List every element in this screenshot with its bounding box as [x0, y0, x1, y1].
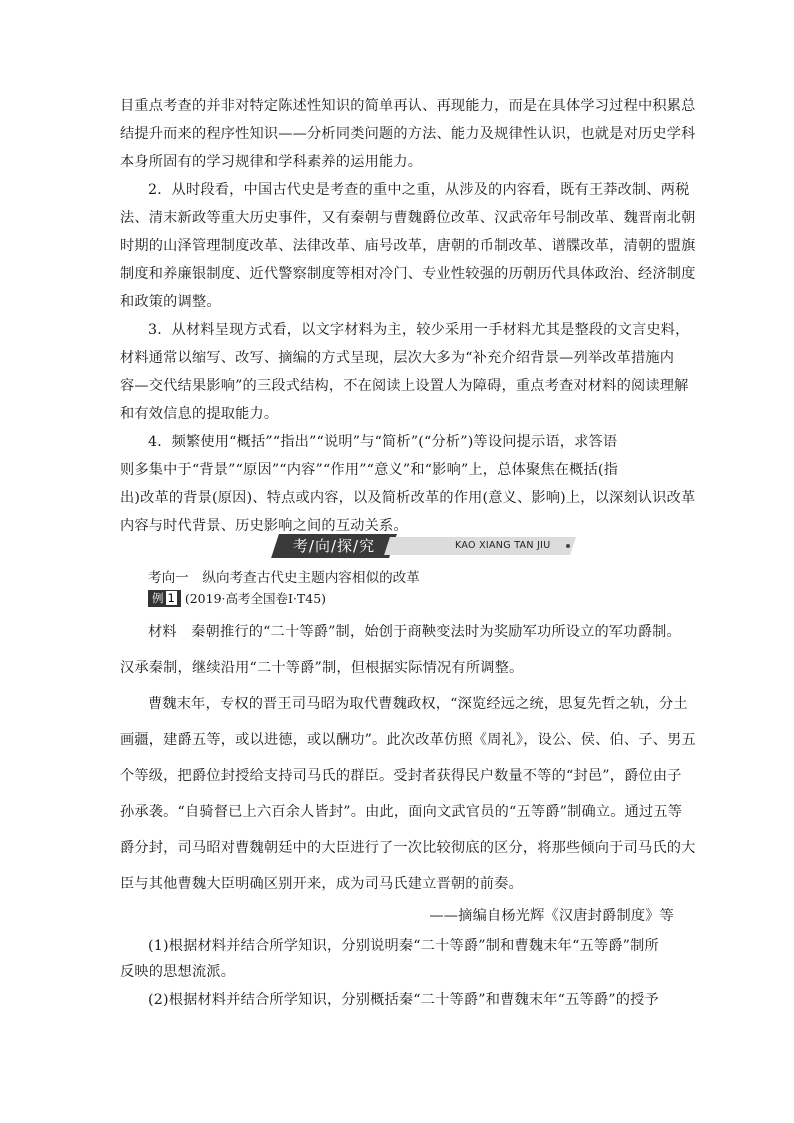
citation: ——摘编自杨光辉《汉唐封爵制度》等: [429, 908, 674, 924]
example-badge-text: 例: [152, 591, 164, 605]
paragraph-line: 材料通常以缩写、改写、摘编的方式呈现，层次大多为“补充介绍背景—列举改革措施内: [120, 350, 675, 366]
paragraph-line: 和有效信息的提取能力。: [120, 406, 279, 422]
paragraph-line: 则多集中于“背景”“原因”“内容”“作用”“意义”和“影响”上，总体聚焦在概括(指: [120, 462, 619, 478]
section-heading: 考向一 纵向考查古代史主题内容相似的改革: [148, 570, 420, 586]
example-source: (2019·高考全国卷Ⅰ·T45): [184, 591, 327, 606]
example-badge: [148, 590, 181, 607]
example-label: [148, 590, 326, 608]
question-line: 反映的思想流派。: [120, 964, 236, 980]
material-line: 曹魏末年，专权的晋王司马昭为取代曹魏政权，“深览经远之统，思复先哲之轨，分土: [148, 696, 688, 712]
paragraph-line: 4．频繁使用“概括”“指出”“说明”与“简析”(“分析”)等设问提示语，求答语: [148, 434, 618, 450]
material-line: 臣与其他曹魏大臣明确区别开来，成为司马氏建立晋朝的前奏。: [120, 876, 523, 892]
paragraph-line: 目重点考查的并非对特定陈述性知识的简单再认、再现能力，而是在具体学习过程中积累总: [120, 98, 696, 114]
material-line: 画疆，建爵五等，或以进德，或以酬功”。此次改革仿照《周礼》，设公、侯、伯、子、男五: [120, 732, 696, 748]
paragraph-line: 本身所固有的学习规律和学科素养的运用能力。: [120, 154, 423, 170]
question-line: (2)根据材料并结合所学知识，分别概括秦“二十等爵”和曹魏末年“五等爵”的授予: [148, 992, 659, 1008]
paragraph-line: 制度和养廉银制度、近代警察制度等相对冷门、专业性较强的历朝历代具体政治、经济制度: [120, 266, 696, 282]
section-banner: [265, 534, 575, 558]
material-line: 个等级，把爵位封授给支持司马氏的群臣。受封者获得民户数量不等的“封邑”，爵位由子: [120, 768, 682, 784]
material-line: 爵分封，司马昭对曹魏朝廷中的大臣进行了一次比较彻底的区分，将那些倾向于司马氏的大: [120, 840, 696, 856]
example-number: 1: [167, 591, 175, 605]
banner-pinyin: KAO XIANG TAN JIU: [455, 540, 551, 551]
banner-title: 考/向/探/究: [292, 537, 376, 555]
paragraph-line: 2．从时段看，中国古代史是考查的重中之重，从涉及的内容看，既有王莽改制、两税: [148, 182, 690, 198]
paragraph-line: 时期的山泽管理制度改革、法律改革、庙号改革，唐朝的币制改革、谱牒改革，清朝的盟旗: [120, 238, 696, 254]
banner-dot-icon: [566, 544, 570, 548]
material-line: 材料 秦朝推行的“二十等爵”制，始创于商鞅变法时为奖励军功所设立的军功爵制。: [148, 624, 681, 640]
paragraph-line: 内容与时代背景、历史影响之间的互动关系。: [120, 518, 408, 534]
material-line: 孙承袭。“自骑督已上六百余人皆封”。由此，面向文武官员的“五等爵”制确立。通过五等: [120, 804, 683, 820]
paragraph-line: 出)改革的背景(原因)、特点或内容，以及简析改革的作用(意义、影响)上，以深刻认识改革: [120, 490, 696, 506]
paragraph-line: 结提升而来的程序性知识——分析同类问题的方法、能力及规律性认识，也就是对历史学科: [120, 126, 696, 142]
material-line: 汉承秦制，继续沿用“二十等爵”制，但根据实际情况有所调整。: [120, 660, 524, 676]
paragraph-line: 法、清末新政等重大历史事件，又有秦朝与曹魏爵位改革、汉武帝年号制改革、魏晋南北朝: [120, 210, 696, 226]
paragraph-line: 3．从材料呈现方式看，以文字材料为主，较少采用一手材料尤其是整段的文言史料，: [148, 322, 690, 338]
paragraph-line: 容—交代结果影响”的三段式结构，不在阅读上设置人为障碍，重点考查对材料的阅读理解: [120, 378, 689, 394]
paragraph-line: 和政策的调整。: [120, 294, 221, 310]
question-line: (1)根据材料并结合所学知识，分别说明秦“二十等爵”制和曹魏末年“五等爵”制所: [148, 938, 659, 954]
